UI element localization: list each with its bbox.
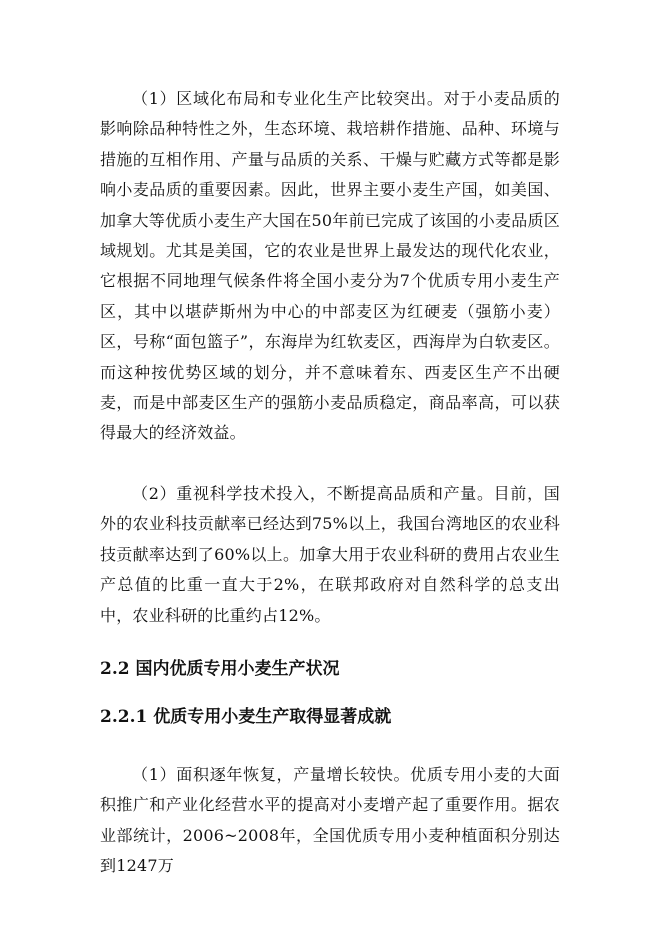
paragraph-regional-layout: （1）区域化布局和专业化生产比较突出。对于小麦品质的影响除品种特性之外，生态环境、栽培耕作措施、品种、环境与措施的互相作用、产量与品质的关系、干燥与贮藏方式等都是影响小麦品质的重要因素。因此，世界主要小麦生产国，如美国、加拿大等优质小麦生产大国在50年前已完成了该国的小麦品质区域规划。尤其是美国，它的农业是世界上最发达的现代化农业，它根据不同地理气候条件将全国小麦分为7个优质专用小麦生产区，其中以堪萨斯州为中心的中部麦区为红硬麦（强筋小麦）区，号称“面包篮子”，东海岸为红软麦区，西海岸为白软麦区。而这种按优势区域的划分，并不意味着东、西麦区生产不出硬麦，而是中部麦区生产的强筋小麦品质稳定，商品率高，可以获得最大的经济效益。 bbox=[100, 89, 560, 443]
paragraph-area-recovery: （1）面积逐年恢复，产量增长较快。优质专用小麦的大面积推广和产业化经营水平的提高对小麦增产起了重要作用。据农业部统计，2006~2008年，全国优质专用小麦种植面积分别达到1247万 bbox=[100, 765, 560, 876]
section-heading-domestic-production: 2.2 国内优质专用小麦生产状况 bbox=[100, 659, 340, 679]
paragraph-science-investment: （2）重视科学技术投入，不断提高品质和产量。目前，国外的农业科技贡献率已经达到75%以上，我国台湾地区的农业科技贡献率达到了60%以上。加拿大用于农业科研的费用占农业生产总值的比重一直大于2%，在联邦政府对自然科学的总支出中，农业科研的比重约占12%。 bbox=[100, 484, 560, 625]
subsection-heading-achievements: 2.2.1 优质专用小麦生产取得显著成就 bbox=[100, 707, 392, 727]
